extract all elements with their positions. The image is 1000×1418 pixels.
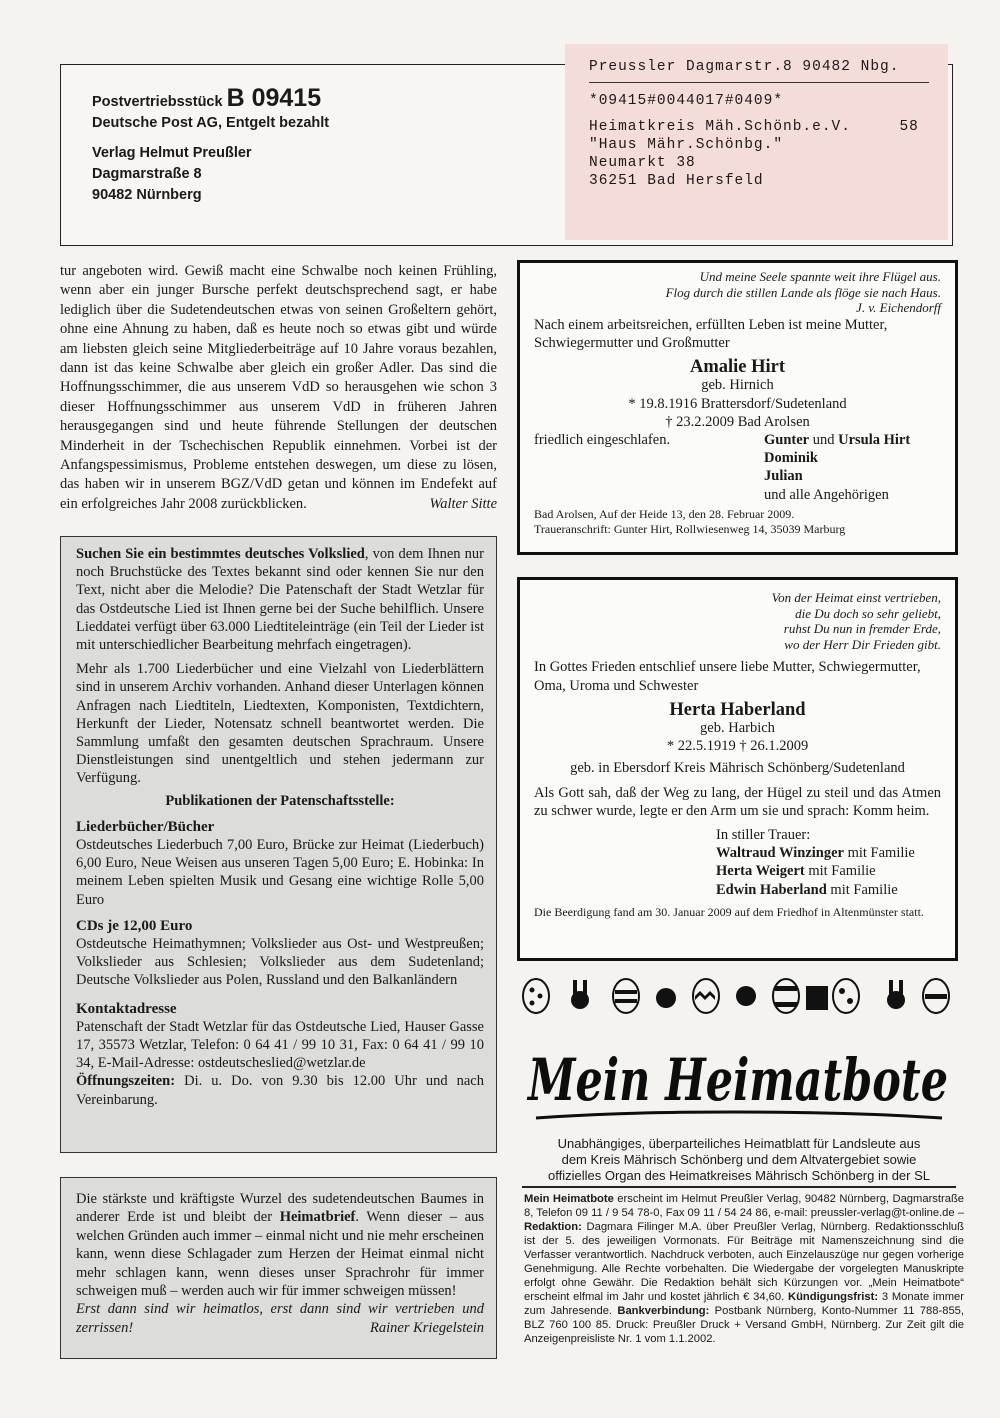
logo-text: Mein Heimatbote — [526, 1046, 948, 1114]
obit2-dates: * 22.5.1919 † 26.1.2009 — [666, 738, 809, 755]
obit2-mourner-1: Waltraud Winzinger — [716, 845, 844, 862]
hours-label: Öffnungszeiten: — [76, 1073, 176, 1090]
obit2-mourner-2: Herta Weigert — [716, 863, 805, 880]
obit1-mourner-3: Julian — [764, 468, 803, 485]
brief-bold: Heimatbrief — [279, 1209, 356, 1226]
obit2-mourner-3-suffix: mit Familie — [826, 881, 898, 898]
label-sender-line: Preussler Dagmarstr.8 90482 Nbg. — [589, 59, 900, 75]
obit2-verse: Als Gott sah, daß der Weg zu lang, der Hügel zu steil und das Atmen zu schwer wurde, legte er den Arm um sie und sprach: Komm heim. — [534, 784, 941, 819]
label-recipient-street: Neumarkt 38 — [589, 155, 696, 171]
label-recipient-house: "Haus Mähr.Schönbg." — [589, 137, 784, 153]
books-text: Ostdeutsches Liederbuch 7,00 Euro, Brücke zur Heimat (Liederbuch) 6,00 Euro, Neue Weisen aus unseren Tagen 5,00 Euro; E. Hobinka: In meinem Leben spielten Musik und Gesang eine wichtige Rolle 5,00 Euro — [76, 837, 484, 908]
kuendigung-label: Kündigungsfrist: — [787, 1291, 879, 1304]
volkslied-lead: , von dem Ihnen nur noch Bruchstücke des Textes bekannt sind oder kennen Sie nur den Text, nicht aber die Melodie? Die Patenschaft der Stadt Wetzlar für das Ostdeutsche Lied ist Ihnen gerne bei der Suche behilflich. Unsere Lieddatei verfügt über 63.000 Liedtiteleinträge (ein Teil der Lieder ist mit unterschiedlicher Bearbeitung mehrfach eingetragen). — [76, 546, 484, 654]
obit2-origin: geb. in Ebersdorf Kreis Mährisch Schönberg/Sudetenland — [570, 760, 905, 777]
sender-block — [92, 84, 532, 206]
obit1-birth: * 19.8.1916 Brattersdorf/Sudetenland — [628, 395, 847, 412]
postvertrieb-code: B 09415 — [226, 84, 322, 112]
volkslied-para2: Mehr als 1.700 Liederbücher und eine Vielzahl von Liederblättern sind in unserem Archiv vorhanden. Anhand dieser Unterlagen können Anfragen nach Liedtiteln, Liedtexten, Komponisten, Textdichtern, Herkunft der Lieder, Notensatz schnell beantwortet werden. Die Sammlung umfaßt den gesamten deutschen Sprachraum. Unsere Dienstleistungen sind unentgeltlich und stehen jedermann zur Verfügung. — [76, 661, 484, 787]
obit1-born-name: geb. Hirnich — [701, 377, 774, 394]
publisher-name: Verlag Helmut Preußler — [92, 145, 252, 161]
obit1-place: Bad Arolsen, Auf der Heide 13, den 28. Februar 2009. — [534, 507, 795, 521]
obit1-intro: Nach einem arbeitsreichen, erfüllten Leben ist meine Mutter, Schwiegermutter und Großmutter — [534, 316, 888, 351]
label-rule — [589, 82, 929, 83]
obit2-quote-2: die Du doch so sehr geliebt, — [795, 605, 941, 621]
books-heading: Liederbücher/Bücher — [76, 818, 215, 835]
mein-heimatbote-logo — [522, 1024, 954, 1132]
volkslied-lead-bold: Suchen Sie ein bestimmtes deutsches Volkslied — [76, 546, 365, 562]
tagline-line-2: dem Kreis Mährisch Schönberg und dem Altvatergebiet sowie — [561, 1152, 917, 1167]
heimatbrief-box — [60, 1177, 497, 1359]
obit2-born-name: geb. Harbich — [700, 719, 775, 736]
brief-text-2: . Wenn dieser – aus welchen Gründen auch immer – einmal nicht und nie mehr erscheinen kann, wenn diese Schlagader zum Herzen der Heimat einmal nicht mehr schlagen kann, wenn dieses unser Sprachrohr für immer schweigen muß – werden auch wir für immer schweigen müssen! — [76, 1209, 484, 1300]
redaktion-label: Redaktion: — [524, 1221, 582, 1234]
article — [60, 262, 497, 514]
house-icon — [806, 986, 828, 1010]
obit1-quote-1: Und meine Seele spannte weit ihre Flügel aus. — [699, 269, 941, 284]
obit2-funeral: Die Beerdigung fand am 30. Januar 2009 auf dem Friedhof in Altenmünster statt. — [534, 904, 924, 919]
obit1-mourner-2: Dominik — [764, 450, 818, 467]
egg-icon — [523, 979, 549, 1013]
label-barcode-line: *09415#0044017#0409* — [589, 93, 784, 109]
obit2-mourner-1-suffix: mit Familie — [843, 845, 915, 862]
obit2-quote-3: ruhst Du nun in fremder Erde, — [783, 621, 941, 637]
obituary-herta-haberland — [517, 577, 958, 961]
obituary-amalie-hirt — [517, 260, 958, 555]
label-recipient-name: Heimatkreis Mäh.Schönb.e.V. — [589, 119, 851, 135]
obit1-mourning-address: Traueranschrift: Gunter Hirt, Rollwiesenweg 14, 35039 Marburg — [534, 522, 846, 536]
obit2-quote-4: wo der Herr Dir Frieden gibt. — [784, 636, 941, 652]
obit1-passed: friedlich eingeschlafen. — [534, 432, 671, 448]
cds-heading: CDs je 12,00 Euro — [76, 917, 193, 934]
label-recipient-number: 58 — [899, 119, 919, 135]
brief-signature: Rainer Kriegelstein — [370, 1319, 484, 1336]
imprint-title: Mein Heimatbote — [524, 1193, 614, 1205]
obit2-quote-1: Von der Heimat einst vertrieben, — [771, 590, 941, 605]
tagline-line-1: Unabhängiges, überparteiliches Heimatblatt für Landsleute aus — [557, 1136, 921, 1151]
article-signature: Walter Sitte — [429, 495, 497, 512]
egg-icon — [613, 979, 639, 1013]
obit1-mourner-4: und alle Angehörigen — [764, 486, 889, 503]
volkslied-box — [60, 536, 497, 1153]
publisher-street: Dagmarstraße 8 — [92, 166, 202, 182]
obit1-name: Amalie Hirt — [689, 357, 786, 378]
post-line: Deutsche Post AG, Entgelt bezahlt — [92, 115, 330, 131]
obit1-mourner-1b: Ursula Hirt — [838, 432, 911, 448]
tagline-line-3: offizielles Organ des Heimatkreises Mährisch Schönberg in der SL — [548, 1168, 930, 1183]
label-recipient-city: 36251 Bad Hersfeld — [589, 173, 764, 189]
egg-icon — [833, 979, 859, 1013]
egg-icon — [773, 979, 799, 1013]
obit1-quote-author: J. v. Eichendorff — [856, 300, 941, 316]
imprint-part-2: Dagmara Filinger M.A. über Preußler Verlag, Nürnberg. Redaktionsschluß ist der 5. des jeweiligen Vormonats. Für Beiträge mit Namenszeichnung sind die Verfasser verantwortlich. Nachdruck verboten, auch Einzelauszüge nur gegen vorherige Genehmigung. Alle Rechte vorbehalten. Die Wiedergabe der vorgelegten Manuskripte erfolgt ohne Gewähr. Die Redaktion behält sich Kürzungen vor. „Mein Heimatbote“ erscheint elfmal im Jahr und kostet jährlich € 34,60. — [524, 1221, 964, 1304]
obit1-mourner-1-und: und — [809, 432, 839, 448]
cds-text: Ostdeutsche Heimathymnen; Volkslieder aus Ost- und Westpreußen; Volkslieder aus Schlesien; Volkslieder aus dem Sudetenland; Deutsche Volkslieder aus Polen, Russland und den Balkanländern — [76, 936, 484, 989]
address-label — [565, 44, 948, 240]
obit1-quote-2: Flog durch die stillen Lande als flöge sie nach Haus. — [665, 284, 941, 300]
brief-text-1: Die stärkste und kräftigste Wurzel des sudetendeutschen Baumes in anderer Erde ist und bleibt der — [76, 1191, 484, 1226]
easter-ornament — [520, 976, 956, 1016]
bank-label: Bankverbindung: — [617, 1305, 710, 1318]
publisher-city: 90482 Nürnberg — [92, 187, 202, 203]
publications-heading: Publikationen der Patenschaftsstelle: — [165, 792, 395, 809]
obit2-mourner-3: Edwin Haberland — [716, 881, 827, 898]
hours-text: Di. u. Do. von 9.30 bis 12.00 Uhr und nach Vereinbarung. — [76, 1073, 484, 1108]
imprint — [524, 1192, 964, 1347]
contact-text: Patenschaft der Stadt Wetzlar für das Ostdeutsche Lied, Hauser Gasse 17, 35573 Wetzlar, Telefon: 0 64 41 / 99 10 31, Fax: 0 64 41 / 99 10 34, E-Mail-Adresse: ostdeutscheslied@wetzlar.de — [76, 1018, 484, 1072]
masthead-divider — [522, 1186, 956, 1188]
chick-icon — [656, 988, 676, 1008]
obit2-mourner-2-suffix: mit Familie — [804, 863, 876, 880]
flower-icon — [736, 986, 756, 1006]
obit2-mourn-label: In stiller Trauer: — [716, 827, 811, 843]
postvertrieb-label: Postvertriebsstück — [92, 94, 223, 110]
article-text: tur angeboten wird. Gewiß macht eine Schwalbe noch keinen Frühling, wenn aber ein junger Bursche perfekt deutschsprechend sagt, er habe lediglich über die Sudetendeutschen etwas von seinen Großeltern gehört, ohne eine Ahnung zu haben, daß es heute noch so etwas gibt und würde am liebsten gleich seine Mitgliederbeiträge auf 10 Jahre voraus bezahlen, dann ist das keine Schwalbe aber gleich ein großer Adler. Das sind die Hoffnungsschimmer, die aus unserem VdD so herausgehen wie schon 3 dieser Hoffnungsschimmer aus unserem VdD in früheren Jahren herausgegangen sind und heute führende Stellungen der deutschen Minderheit in der Tschechischen Republik einnehmen. Vorbei ist der Anfangspessimismus, Probleme entstehen deswegen, um diese zu lösen, das haben wir in unserem BGZ/VdD getan und können im Endefekt auf ein erfolgreiches Jahr 2008 zurückblicken. — [60, 263, 497, 512]
brief-italic: Erst dann sind wir heimatlos, erst dann sind wir vertrieben und zerrissen! — [76, 1301, 484, 1336]
obit2-intro: In Gottes Frieden entschlief unsere liebe Mutter, Schwiegermutter, Oma, Uroma und Schwester — [534, 659, 921, 694]
imprint-part-3: 3 Monate immer zum Jahresende. — [524, 1291, 965, 1318]
obit1-death: † 23.2.2009 Bad Arolsen — [665, 413, 810, 430]
masthead-tagline — [516, 1136, 962, 1184]
obit2-name: Herta Haberland — [669, 699, 806, 720]
imprint-part-4: Postbank Nürnberg, Konto-Nummer 11 788-855, BLZ 760 100 85. Druck: Preußler Druck + Versand GmbH, Nürnberg. Zur Zeit gilt die Anzeigenpreisliste Nr. 1 vom 1.1.2002. — [524, 1305, 964, 1346]
contact-heading: Kontaktadresse — [76, 1000, 177, 1017]
imprint-part-1: erscheint im Helmut Preußler Verlag, 90482 Nürnberg, Dagmarstraße 8, Telefon 09 11 / 9 54 78-0, Fax 09 11 / 54 24 86, e-mail: preussler-verlag@t-online.de – — [524, 1193, 964, 1220]
obit1-mourner-1a: Gunter — [764, 432, 810, 448]
